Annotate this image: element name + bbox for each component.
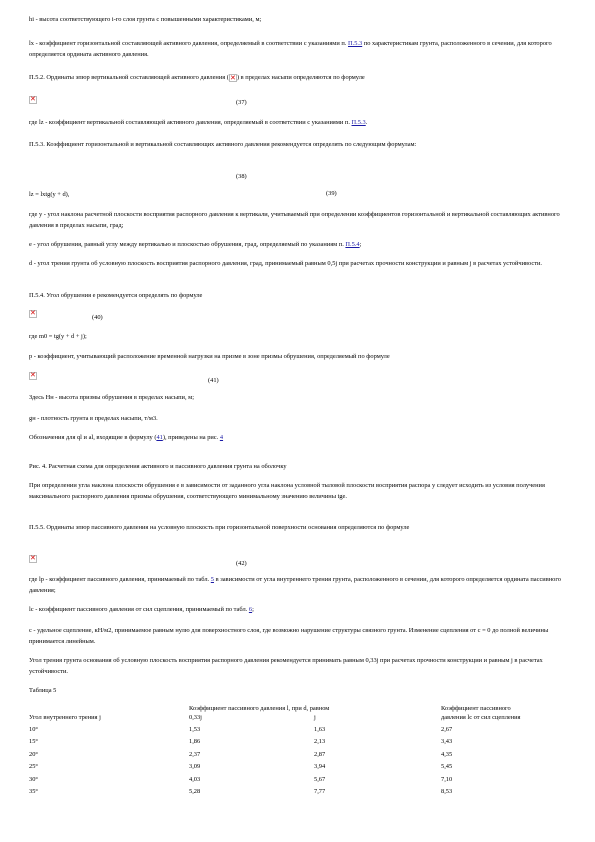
- table-row: 10° 1,53 1,63 2,67: [29, 725, 453, 733]
- paragraph-hi-definition: hi - высота соответствующего i-го слоя грунта с повышенными характеристиками, м;: [29, 16, 262, 23]
- header-cohesion-coeff: Коэффициент пассивного давления lc от сил сцепления: [441, 705, 521, 721]
- paragraph-p53: П.5.3. Коэффициент горизонтальной и вертикальной составляющих активного давления рекомендуется определять по следующим формулам:: [29, 141, 417, 148]
- broken-image-icon: [229, 74, 237, 82]
- subheader-033j: 0,33j: [189, 714, 202, 721]
- paragraph-lc-definition: lc - коэффициент пассивного давления от сил сцепления, принимаемый по табл. 6;: [29, 606, 254, 613]
- paragraph-lp-definition: где lp - коэффициент пассивного давления, принимаемый по табл. 5 в зависимости от угла внутреннего трения грунта, расположенного в сечении, для которого определяется ордината пассивного давления;: [29, 576, 561, 594]
- paragraph-p52: П.5.2. Ординаты эпюр вертикальной составляющей активного давления (✕ ) в пределах насыпи определяются по формуле: [29, 73, 569, 84]
- paragraph-y-definition: где у - угол наклона расчетной плоскости восприятия распорного давления к вертикали, учитываемый при определении коэффициентов горизонтальной и вертикальной составляющих активного давления в пределах насыпи, град;: [29, 211, 560, 229]
- paragraph-p54: П.5.4. Угол обрушения e рекомендуется определять по формуле: [29, 292, 203, 299]
- paragraph-notation: Обозначения для ql и al, входящие в формулу (41), приведены на рис. 4: [29, 434, 224, 441]
- paragraph-p-definition: p - коэффициент, учитывающий расположение временной нагрузки на призме в зоне призмы обрушения, определяемый по формуле: [29, 353, 390, 360]
- paragraph-d-definition: d - угол трения грунта об условную плоскость восприятия распорного давления, град, принимаемый равным 0,5j при расчетах прочности конструкции и равным j в расчетах устойчивости.: [29, 260, 543, 267]
- paragraph-m0: где m0 = tg(у + d + j);: [29, 333, 87, 340]
- equation-number: (40): [92, 314, 103, 321]
- paragraph-lz-definition: где lz - коэффициент вертикальной составляющей активного давления, определяемый в соответствии с указаниями п. П.5.3.: [29, 119, 368, 126]
- broken-image-icon: [29, 555, 37, 563]
- link-p53[interactable]: П.5.3: [351, 119, 366, 126]
- paragraph-cohesion: с - удельное сцепление, кН/м2, принимаемое равным нулю для поверхностного слоя, где возможно нарушение структуры связного грунта. Изменение сцепления от с = 0 до полной величины принимается линейным.: [29, 627, 549, 645]
- paragraph-gn: gн - плотность грунта в пределах насыпи, т/м3.: [29, 415, 158, 422]
- link-formula-41[interactable]: 41: [156, 434, 163, 441]
- broken-image-icon: [29, 310, 37, 318]
- table-row: 30° 4,03 5,67 7,10: [29, 775, 453, 783]
- link-p53[interactable]: П.5.3: [348, 40, 363, 47]
- table-row: 25° 3,09 3,94 5,45: [29, 763, 453, 770]
- paragraph-lx-definition: lx - коэффициент горизонтальной составляющей активного давления, определяемый в соответствии с указаниями п. П.5.3 по характеристикам грунта, расположенного в сечении, для которого определяется ордината активного давления.: [29, 40, 552, 58]
- table-row: 35° 5,28 7,77 8,53: [29, 788, 453, 795]
- paragraph-hn: Здесь Hн - высота призмы обрушения в пределах насыпи, м;: [29, 394, 194, 401]
- table-5: [29, 704, 581, 801]
- table-row: 20° 2,37 2,87 4,35: [29, 750, 453, 758]
- equation-number: (41): [208, 377, 219, 384]
- broken-image-icon: [29, 372, 37, 380]
- equation-number: (38): [236, 173, 247, 180]
- broken-image-icon: [29, 96, 37, 104]
- table-caption: Таблица 5: [29, 687, 57, 694]
- paragraph-p55: П.5.5. Ординаты эпюр пассивного давления на условную плоскость при горизонтальной поверхности основания определяются по формуле: [29, 524, 410, 531]
- subheader-j: j: [314, 714, 316, 721]
- link-table-5[interactable]: 5: [210, 576, 214, 583]
- table-row: 15° 1,86 2,13 3,43: [29, 738, 453, 745]
- header-passive-coeff: Коэффициент пассивного давления l, при d, равном 0,33j j: [189, 705, 330, 721]
- paragraph-e-definition: e - угол обрушения, равный углу между вертикалью и плоскостью обрушения, град, определяемый по указаниям п. П.5.4;: [29, 241, 362, 248]
- link-p54[interactable]: П.5.4: [345, 241, 360, 248]
- figure-caption: Рис. 4. Расчетная схема для определения активного и пассивного давления грунта на оболочку: [29, 463, 287, 470]
- equation-number: (42): [236, 560, 247, 567]
- paragraph-slip-angle: При определении угла наклона плоскости обрушения e в зависимости от заданного угла наклона условной тыловой плоскости восприятия распора у следует исходить из условия получения максимального распорного давления призмы обрушения, соответствующего минимальному значению величины tgе.: [29, 482, 545, 500]
- equation-number: (39): [326, 190, 337, 197]
- table-header-row: [29, 704, 581, 726]
- link-figure-4[interactable]: 4: [219, 434, 224, 441]
- equation-number: (37): [236, 99, 247, 106]
- header-friction-angle: Угол внутреннего трения j: [29, 714, 101, 721]
- paragraph-base-friction: Угол трения грунта основания об условную плоскость восприятия распорного давления рекомендуется принимать равным 0,33j при расчетах прочности конструкции и равным j в расчетах устойчивости.: [29, 657, 543, 675]
- formula-lz: lz = lxtg(у + d),: [29, 191, 70, 198]
- link-table-6[interactable]: 6: [248, 606, 253, 613]
